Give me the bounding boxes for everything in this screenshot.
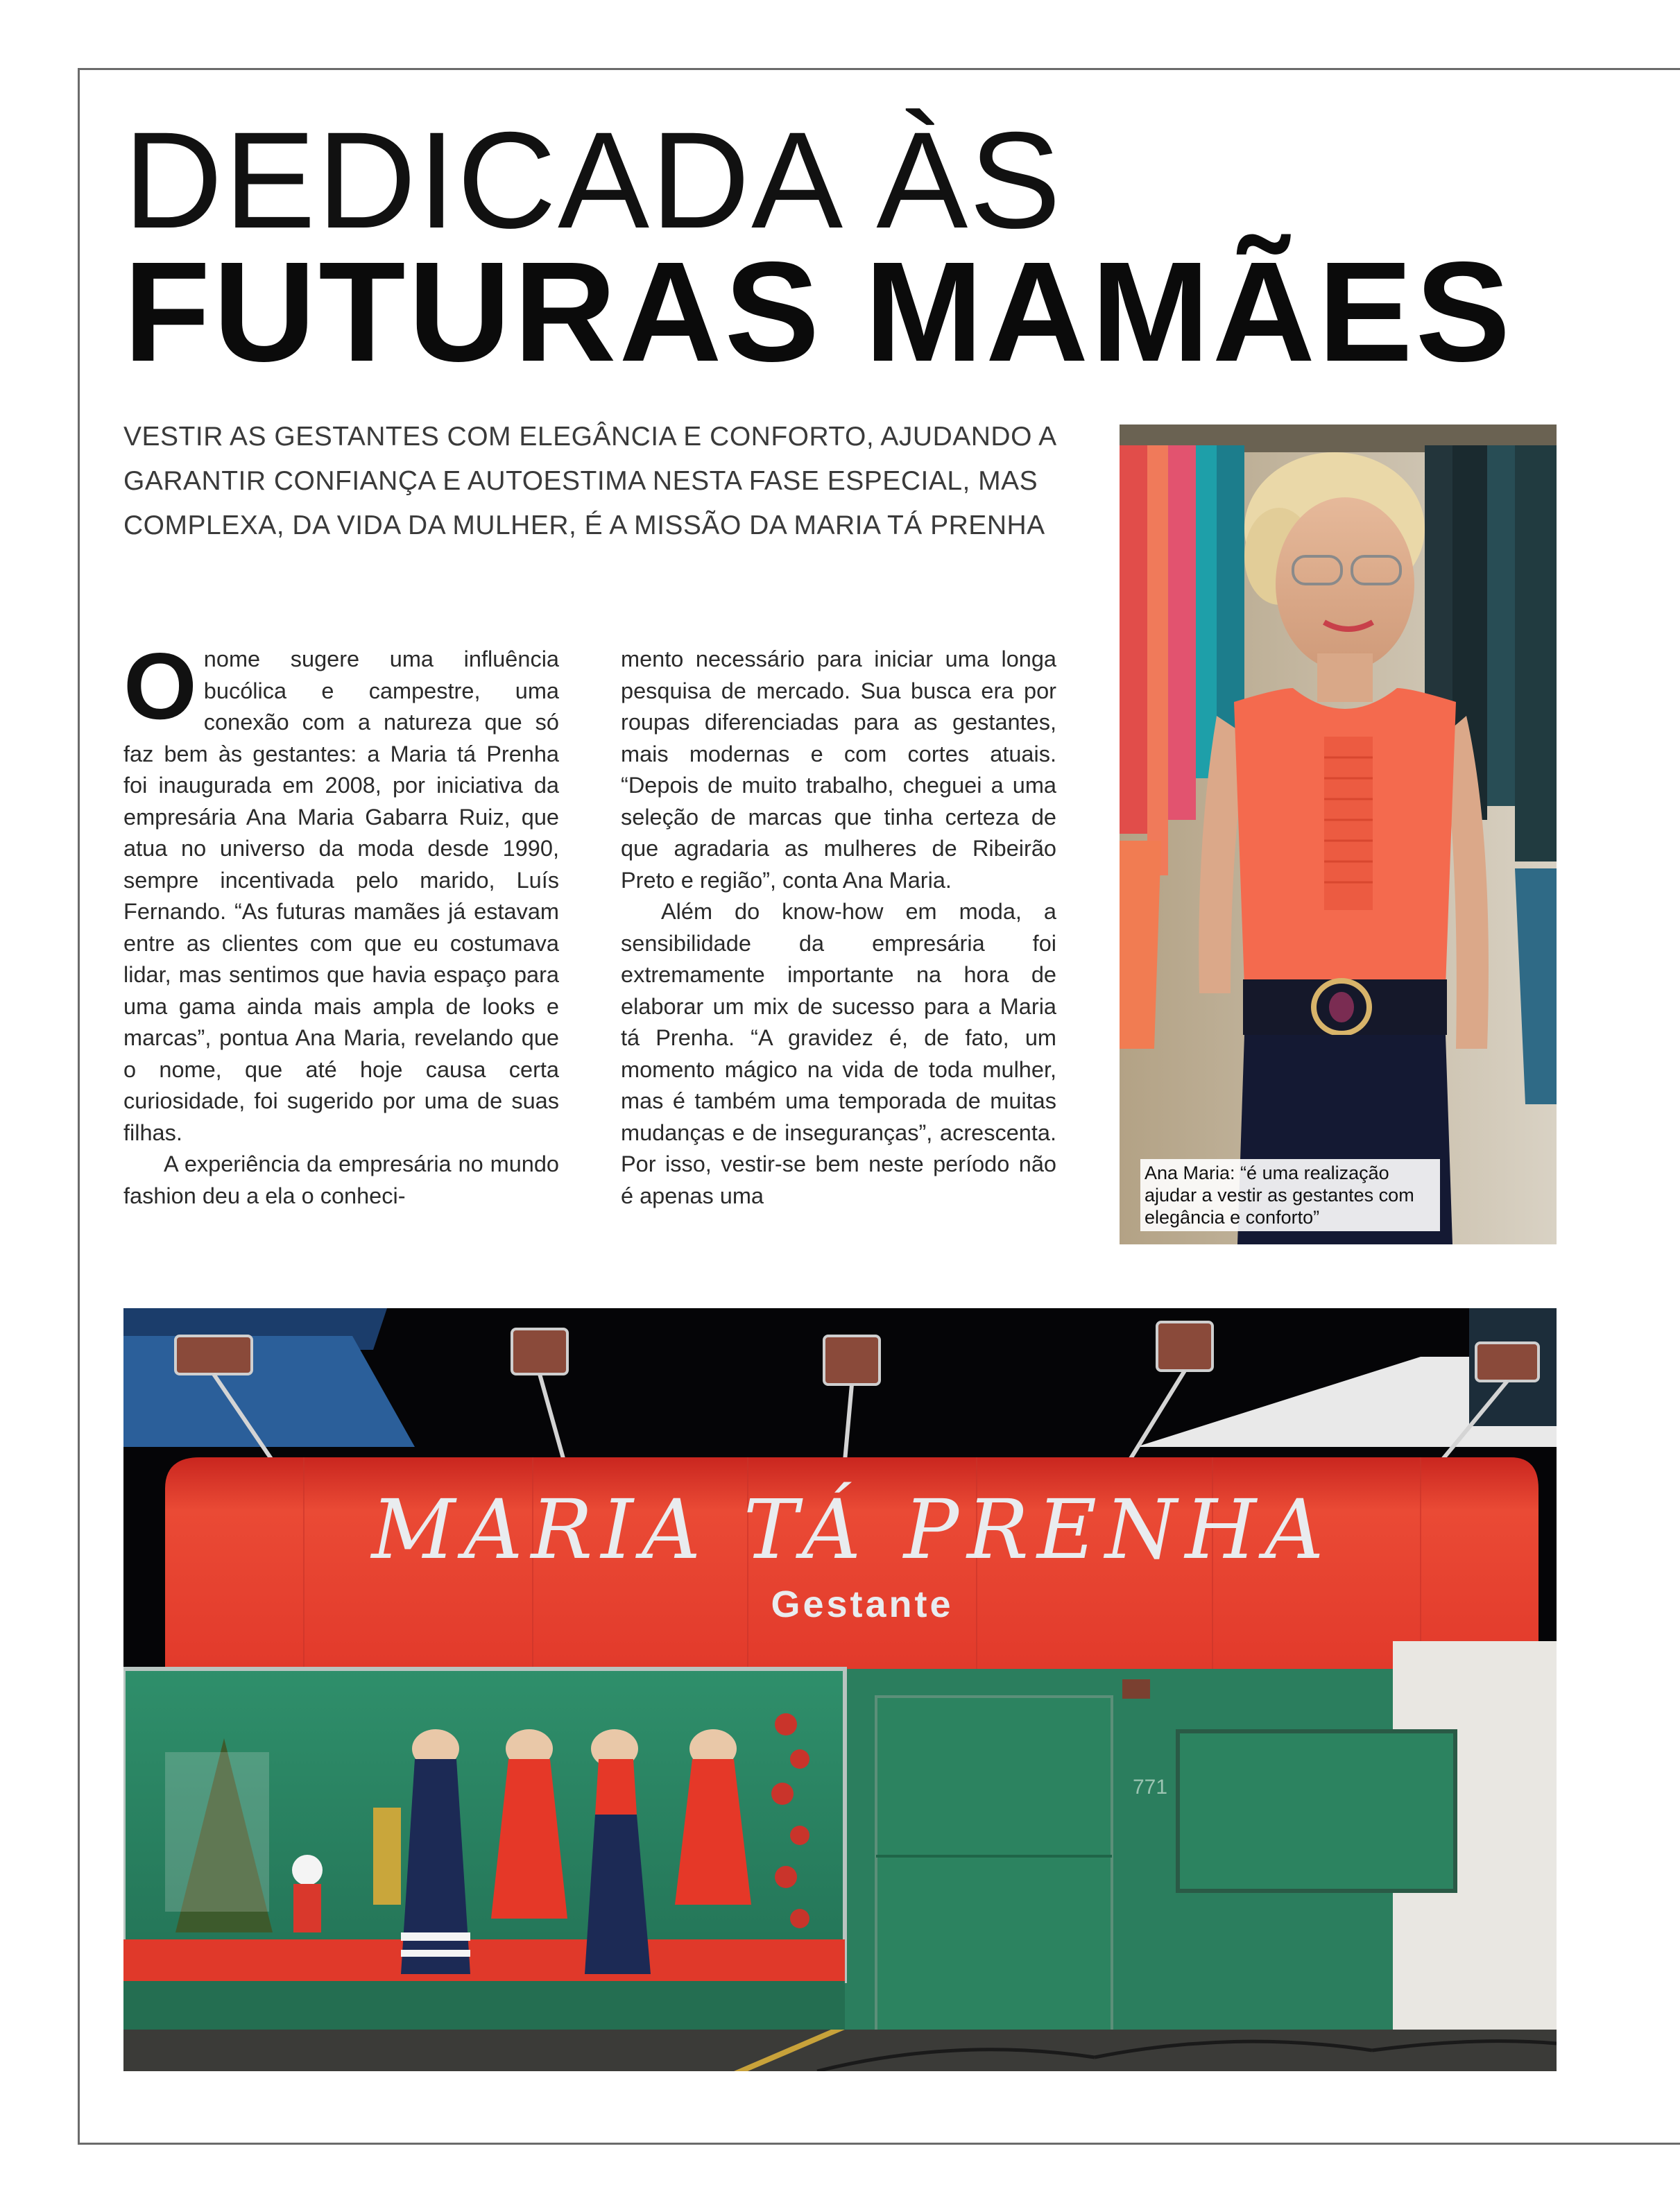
portrait-photo: [1120, 425, 1557, 1244]
headline-line-1: DEDICADA ÀS: [123, 103, 1063, 257]
article-column-1: [123, 633, 559, 1212]
headline-line-2: FUTURAS MAMÃES: [123, 232, 1514, 391]
page-frame-top: [79, 68, 1680, 70]
photo-caption: Ana Maria: “é uma realização ajudar a vestir as gestantes com elegância e conforto”: [1140, 1159, 1440, 1231]
article-column-2: [621, 644, 1056, 1212]
article-paragraph: Além do know-how em moda, a sensibilidade da empresária foi extremamente importante na hora de elaborar um mix de sucesso para a Maria tá Prenha. “A gravidez é, de fato, um momento mágico na vida de toda mulher, mas é também uma temporada de muitas mudanças e de inseguranças”, acrescenta. Por isso, vestir-se bem neste período não é apenas uma: [621, 899, 1056, 1208]
storefront-illustration: [123, 1308, 1557, 2071]
portrait-illustration: [1120, 425, 1557, 1244]
article-paragraph: A experiência da empresária no mundo fashion deu a ela o conheci-: [123, 1151, 559, 1208]
page-frame-bottom: [79, 2143, 1680, 2145]
article-paragraph: Onome sugere uma influência bucólica e campestre, uma conexão com a natureza que só faz bem às gestantes: a Maria tá Prenha foi inaugurada em 2008, por iniciativa da empresária Ana Maria Gabarra Ruiz, que atua no universo da moda desde 1990, sempre incentivada pelo marido, Luís Fernando. “As futuras mamães já estavam entre as clientes com que eu costumava lidar, mas sentimos que havia espaço para uma gama ainda mais ampla de looks e marcas”, pontua Ana Maria, revelando que o nome, que até hoje causa certa curiosidade, foi sugerido por uma de suas filhas.: [123, 633, 559, 1145]
street-number: 771: [1133, 1776, 1168, 1799]
article-paragraph: mento necessário para iniciar uma longa pesquisa de mercado. Sua busca era por roupas diferenciadas para as gestantes, mais modernas e com cortes atuais. “Depois de muito trabalho, cheguei a uma seleção de marcas que tinha certeza de que agradaria as mulheres de Ribeirão Preto e região”, conta Ana Maria.: [621, 646, 1056, 893]
page-frame-left: [78, 68, 80, 2145]
lead-paragraph: VESTIR AS GESTANTES COM ELEGÂNCIA E CONFORTO, AJUDANDO A GARANTIR CONFIANÇA E AUTOESTIMA NESTA FASE ESPECIAL, MAS COMPLEXA, DA VIDA DA MULHER, É A MISSÃO DA MARIA TÁ PRENHA: [123, 422, 1056, 540]
store-sign-subtitle: Gestante: [771, 1584, 954, 1625]
drop-cap: O: [123, 633, 197, 739]
store-sign-name: MARIA TÁ PRENHA: [371, 1482, 1332, 1577]
storefront-photo: [123, 1308, 1557, 2071]
